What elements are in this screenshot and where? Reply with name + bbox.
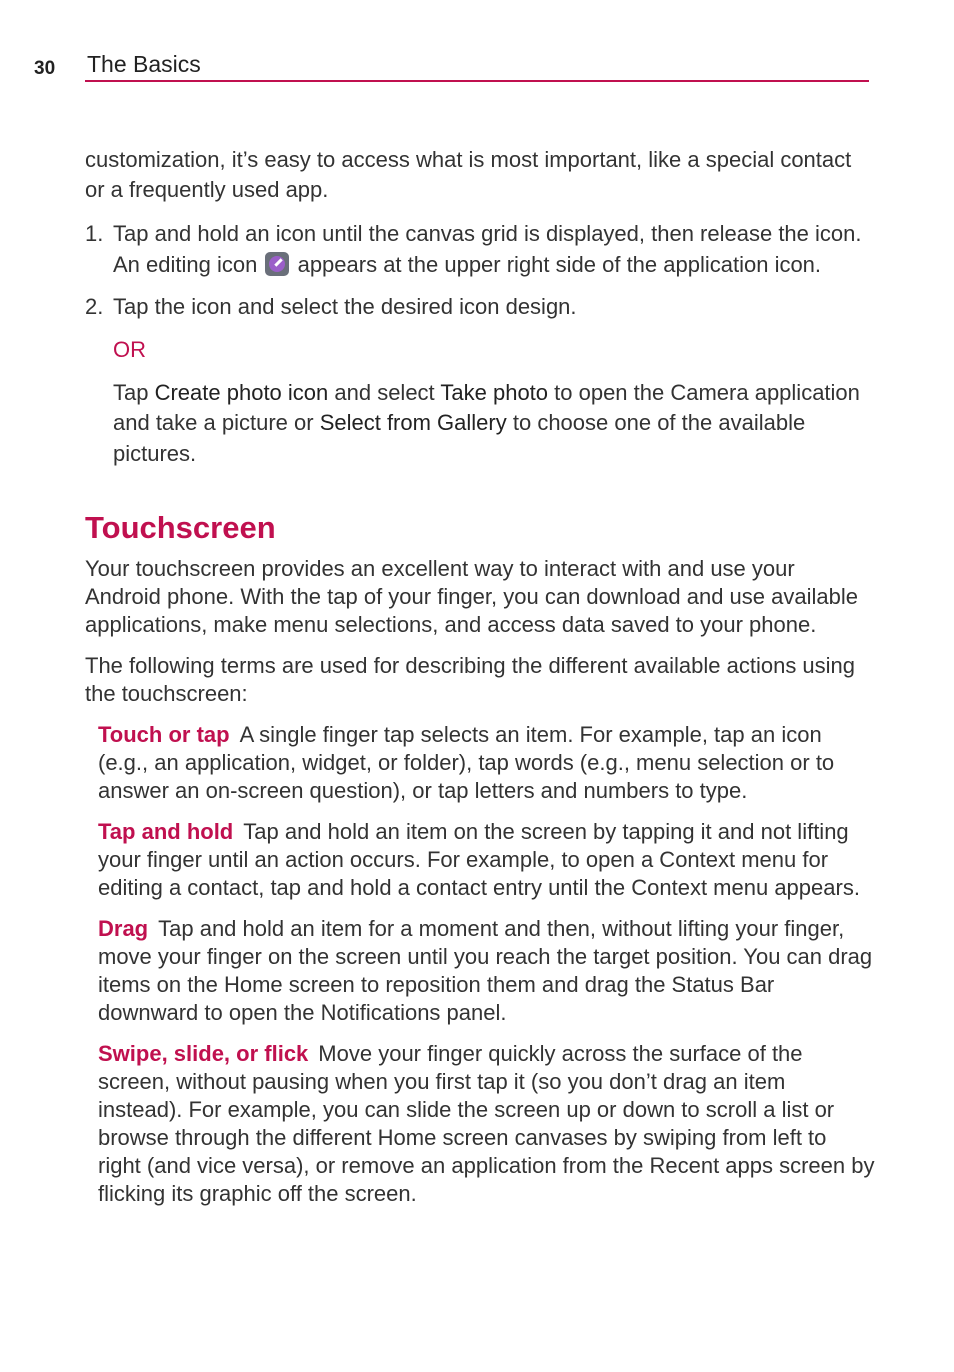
page-header xyxy=(0,0,954,90)
editing-icon xyxy=(265,252,289,276)
select-from-gallery-term: Select from Gallery xyxy=(319,410,507,435)
term-description: Tap and hold an item on the screen by tapping it and not lifting your finger until an action occurs. For example, to open a Context menu for editing a contact, tap and hold a contact entry until the Context menu appears. xyxy=(98,819,860,900)
take-photo-term: Take photo xyxy=(440,379,549,405)
touchscreen-paragraph-1: Your touchscreen provides an excellent way to interact with and use your Android phone. With the tap of your finger, you can download and use available applications, make menu selections, and access data saved to your phone. xyxy=(85,556,858,637)
page-content xyxy=(85,145,875,1221)
create-photo-icon-term: Create photo icon xyxy=(154,379,329,405)
step-number: 2. xyxy=(85,294,104,319)
or-label: OR xyxy=(113,336,146,362)
term-name: Tap and hold xyxy=(98,819,234,844)
page-number: 30 xyxy=(34,58,56,79)
term-description: Tap and hold an item for a moment and then, without lifting your finger, move your finger on the screen until you reach the target position. You can drag items on the Home screen to reposition them and drag the Status Bar downward to open the Notifications panel. xyxy=(98,916,873,1025)
alternative-text xyxy=(113,378,875,470)
step-item xyxy=(85,219,875,280)
step-text-after-icon: appears at the upper right side of the application icon. xyxy=(297,251,822,277)
step-text: Tap the icon and select the desired icon design. xyxy=(113,294,577,319)
steps-list xyxy=(85,219,875,323)
step-item xyxy=(85,292,875,323)
term-name: Touch or tap xyxy=(98,722,230,747)
term-description: A single finger tap selects an item. For example, tap an icon (e.g., an application, widget, or folder), tap words (e.g., menu selection or to answer an on-screen question), or tap letters and numbers to type. xyxy=(98,722,835,803)
intro-paragraph: customization, it’s easy to access what is most important, like a special contact or a frequently used app. xyxy=(85,147,852,202)
touchscreen-paragraph-2: The following terms are used for describing the different available actions using the touchscreen: xyxy=(85,653,856,706)
touchscreen-heading: Touchscreen xyxy=(85,510,276,545)
alternative-block xyxy=(85,335,875,470)
term-touch-or-tap xyxy=(85,721,875,805)
term-name: Swipe, slide, or flick xyxy=(98,1041,309,1066)
alt-text-part: and select xyxy=(328,379,441,405)
term-description: Move your finger quickly across the surface of the screen, without pausing when you first tap it (so you don’t drag an item instead). For example, you can slide the screen up or down to scroll a list or browse through the different Home screen canvases by swiping from left to right (and vice versa), or remove an application from the Recent apps screen by flicking its graphic off the screen. xyxy=(98,1041,875,1206)
term-drag xyxy=(85,915,875,1027)
alt-text-part: to choose one of the available pictures. xyxy=(113,410,806,466)
step-number: 1. xyxy=(85,221,104,246)
alt-text-part: to open the Camera application and take a picture or xyxy=(113,379,860,435)
term-tap-and-hold xyxy=(85,818,875,902)
alt-text-part: Tap xyxy=(113,379,155,405)
step-text-before-icon: Tap and hold an icon until the canvas grid is displayed, then release the icon. An editing icon xyxy=(113,221,862,277)
header-divider xyxy=(85,80,869,82)
term-swipe-slide-flick xyxy=(85,1040,875,1208)
term-name: Drag xyxy=(98,916,149,941)
section-title: The Basics xyxy=(87,51,201,77)
